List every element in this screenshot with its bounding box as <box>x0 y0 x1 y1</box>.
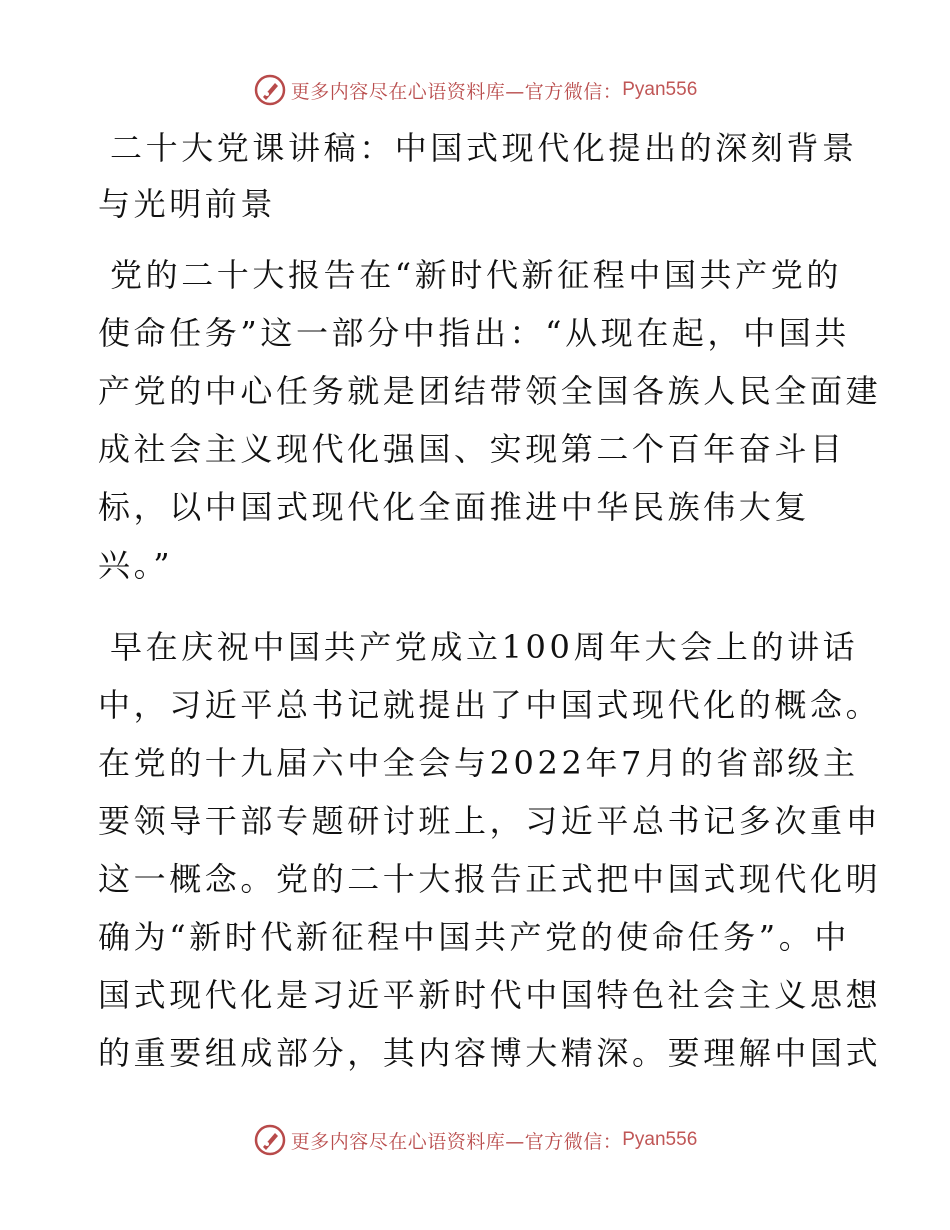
pen-nib-logo-icon <box>253 73 287 107</box>
paragraph-line: 产党的中心任务就是团结带领全国各族人民全面建 <box>98 372 882 410</box>
paragraph-1 <box>98 246 882 594</box>
banner-text: 更多内容尽在心语资料库—官方微信： <box>290 80 623 103</box>
banner-text: 更多内容尽在心语资料库—官方微信： <box>290 1130 623 1153</box>
paragraph-line: 的重要组成部分，其内容博大精深。要理解中国式 <box>98 1034 882 1072</box>
paragraph-line: 国式现代化是习近平新时代中国特色社会主义思想 <box>98 976 882 1014</box>
paragraph-line: 这一概念。党的二十大报告正式把中国式现代化明 <box>98 860 882 898</box>
header-watermark-banner <box>0 70 950 110</box>
paragraph-line: 确为“新时代新征程中国共产党的使命任务”。中 <box>98 918 850 956</box>
paragraph-line: 早在庆祝中国共产党成立100周年大会上的讲话 <box>110 628 859 666</box>
paragraph-line: 成社会主义现代化强国、实现第二个百年奋斗目 <box>98 430 846 468</box>
footer-watermark-banner <box>0 1120 950 1160</box>
paragraph-line: 兴。” <box>98 546 174 584</box>
banner-wechat-handle: Pyan556 <box>622 79 698 100</box>
document-title <box>98 120 858 232</box>
paragraph-line: 要领导干部专题研讨班上，习近平总书记多次重申 <box>98 802 882 840</box>
banner-wechat-handle: Pyan556 <box>622 1129 698 1150</box>
paragraph-line: 中，习近平总书记就提出了中国式现代化的概念。 <box>98 686 882 724</box>
document-body <box>98 120 882 1082</box>
paragraph-line: 在党的十九届六中全会与2022年7月的省部级主 <box>98 744 859 782</box>
paragraph-line: 党的二十大报告在“新时代新征程中国共产党的 <box>110 256 842 294</box>
pen-nib-logo-icon <box>253 1123 287 1157</box>
paragraph-2 <box>98 618 882 1082</box>
title-line: 二十大党课讲稿：中国式现代化提出的深刻背景 <box>110 129 858 167</box>
paragraph-line: 使命任务”这一部分中指出：“从现在起，中国共 <box>98 314 850 352</box>
title-line: 与光明前景 <box>98 185 277 223</box>
paragraph-line: 标，以中国式现代化全面推进中华民族伟大复 <box>98 488 811 526</box>
